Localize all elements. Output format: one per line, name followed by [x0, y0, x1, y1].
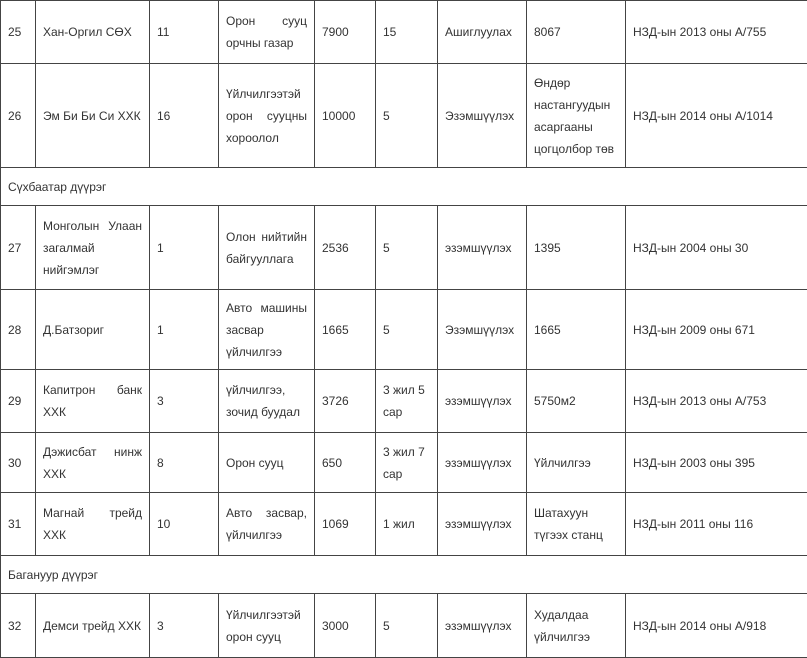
land-purpose-cell: Үйлчилгээтэй орон сууц [219, 594, 315, 658]
right-type-cell: эзэмшүүлэх [438, 493, 527, 556]
land-area-cell: 3726 [315, 370, 376, 433]
section-row [1, 556, 807, 594]
organization-name-cell: Хан-Оргил СӨХ [36, 1, 150, 64]
note-cell: 5750м2 [527, 370, 626, 433]
quantity-cell: 10 [150, 493, 219, 556]
land-area-cell: 650 [315, 433, 376, 493]
term-cell: 15 [376, 1, 438, 64]
table-row [1, 64, 807, 168]
decree-cell: НЗД-ын 2003 оны 395 [626, 433, 807, 493]
land-purpose-cell: Орон сууц орчны газар [219, 1, 315, 64]
table-row [1, 206, 807, 290]
right-type-cell: Эзэмшүүлэх [438, 64, 527, 168]
row-number-cell: 31 [1, 493, 36, 556]
term-cell: 5 [376, 594, 438, 658]
term-cell: 3 жил 5 сар [376, 370, 438, 433]
section-row [1, 168, 807, 206]
note-cell: 8067 [527, 1, 626, 64]
land-purpose-cell: үйлчилгээ, зочид буудал [219, 370, 315, 433]
table-row [1, 493, 807, 556]
quantity-cell: 8 [150, 433, 219, 493]
land-area-cell: 1665 [315, 290, 376, 370]
note-cell: Өндөр настангуудын асаргааны цогцолбор төв [527, 64, 626, 168]
decree-cell: НЗД-ын 2014 оны А/1014 [626, 64, 807, 168]
row-number-cell: 27 [1, 206, 36, 290]
land-area-cell: 2536 [315, 206, 376, 290]
row-number-cell: 28 [1, 290, 36, 370]
land-purpose-cell: Орон сууц [219, 433, 315, 493]
decree-cell: НЗД-ын 2014 оны А/918 [626, 594, 807, 658]
decree-cell: НЗД-ын 2004 оны 30 [626, 206, 807, 290]
land-purpose-cell: Олон нийтийн байгууллага [219, 206, 315, 290]
decree-cell: НЗД-ын 2013 оны А/753 [626, 370, 807, 433]
note-cell: Шатахуун түгээх станц [527, 493, 626, 556]
decree-cell: НЗД-ын 2009 оны 671 [626, 290, 807, 370]
row-number-cell: 30 [1, 433, 36, 493]
organization-name-cell: Демси трейд ХХК [36, 594, 150, 658]
quantity-cell: 3 [150, 370, 219, 433]
organization-name-cell: Дэжисбат нинж ХХК [36, 433, 150, 493]
organization-name-cell: Д.Батзориг [36, 290, 150, 370]
land-area-cell: 10000 [315, 64, 376, 168]
land-area-cell: 3000 [315, 594, 376, 658]
right-type-cell: эзэмшүүлэх [438, 594, 527, 658]
row-number-cell: 25 [1, 1, 36, 64]
decree-cell: НЗД-ын 2011 оны 116 [626, 493, 807, 556]
quantity-cell: 1 [150, 290, 219, 370]
term-cell: 5 [376, 64, 438, 168]
term-cell: 3 жил 7 сар [376, 433, 438, 493]
term-cell: 1 жил [376, 493, 438, 556]
quantity-cell: 3 [150, 594, 219, 658]
land-area-cell: 1069 [315, 493, 376, 556]
note-cell: 1665 [527, 290, 626, 370]
section-title: Сүхбаатар дүүрэг [1, 168, 807, 206]
land-purpose-cell: Авто машины засвар үйлчилгээ [219, 290, 315, 370]
term-cell: 5 [376, 290, 438, 370]
organization-name-cell: Капитрон банк ХХК [36, 370, 150, 433]
right-type-cell: эзэмшүүлэх [438, 370, 527, 433]
right-type-cell: Ашиглуулах [438, 1, 527, 64]
note-cell: 1395 [527, 206, 626, 290]
note-cell: Худалдаа үйлчилгээ [527, 594, 626, 658]
note-cell: Үйлчилгээ [527, 433, 626, 493]
quantity-cell: 1 [150, 206, 219, 290]
right-type-cell: эзэмшүүлэх [438, 433, 527, 493]
land-purpose-cell: Үйлчилгээтэй орон сууцны хороолол [219, 64, 315, 168]
right-type-cell: Эзэмшүүлэх [438, 290, 527, 370]
term-cell: 5 [376, 206, 438, 290]
organization-name-cell: Магнай трейд ХХК [36, 493, 150, 556]
land-purpose-cell: Авто засвар, үйлчилгээ [219, 493, 315, 556]
quantity-cell: 11 [150, 1, 219, 64]
row-number-cell: 32 [1, 594, 36, 658]
decree-cell: НЗД-ын 2013 оны А/755 [626, 1, 807, 64]
table-row [1, 370, 807, 433]
table-row [1, 1, 807, 64]
quantity-cell: 16 [150, 64, 219, 168]
table-row [1, 433, 807, 493]
table-row [1, 594, 807, 658]
row-number-cell: 26 [1, 64, 36, 168]
land-area-cell: 7900 [315, 1, 376, 64]
right-type-cell: эзэмшүүлэх [438, 206, 527, 290]
organization-name-cell: Эм Би Би Си ХХК [36, 64, 150, 168]
table-row [1, 290, 807, 370]
row-number-cell: 29 [1, 370, 36, 433]
organization-name-cell: Монголын Улаан загалмай нийгэмлэг [36, 206, 150, 290]
section-title: Багануур дүүрэг [1, 556, 807, 594]
